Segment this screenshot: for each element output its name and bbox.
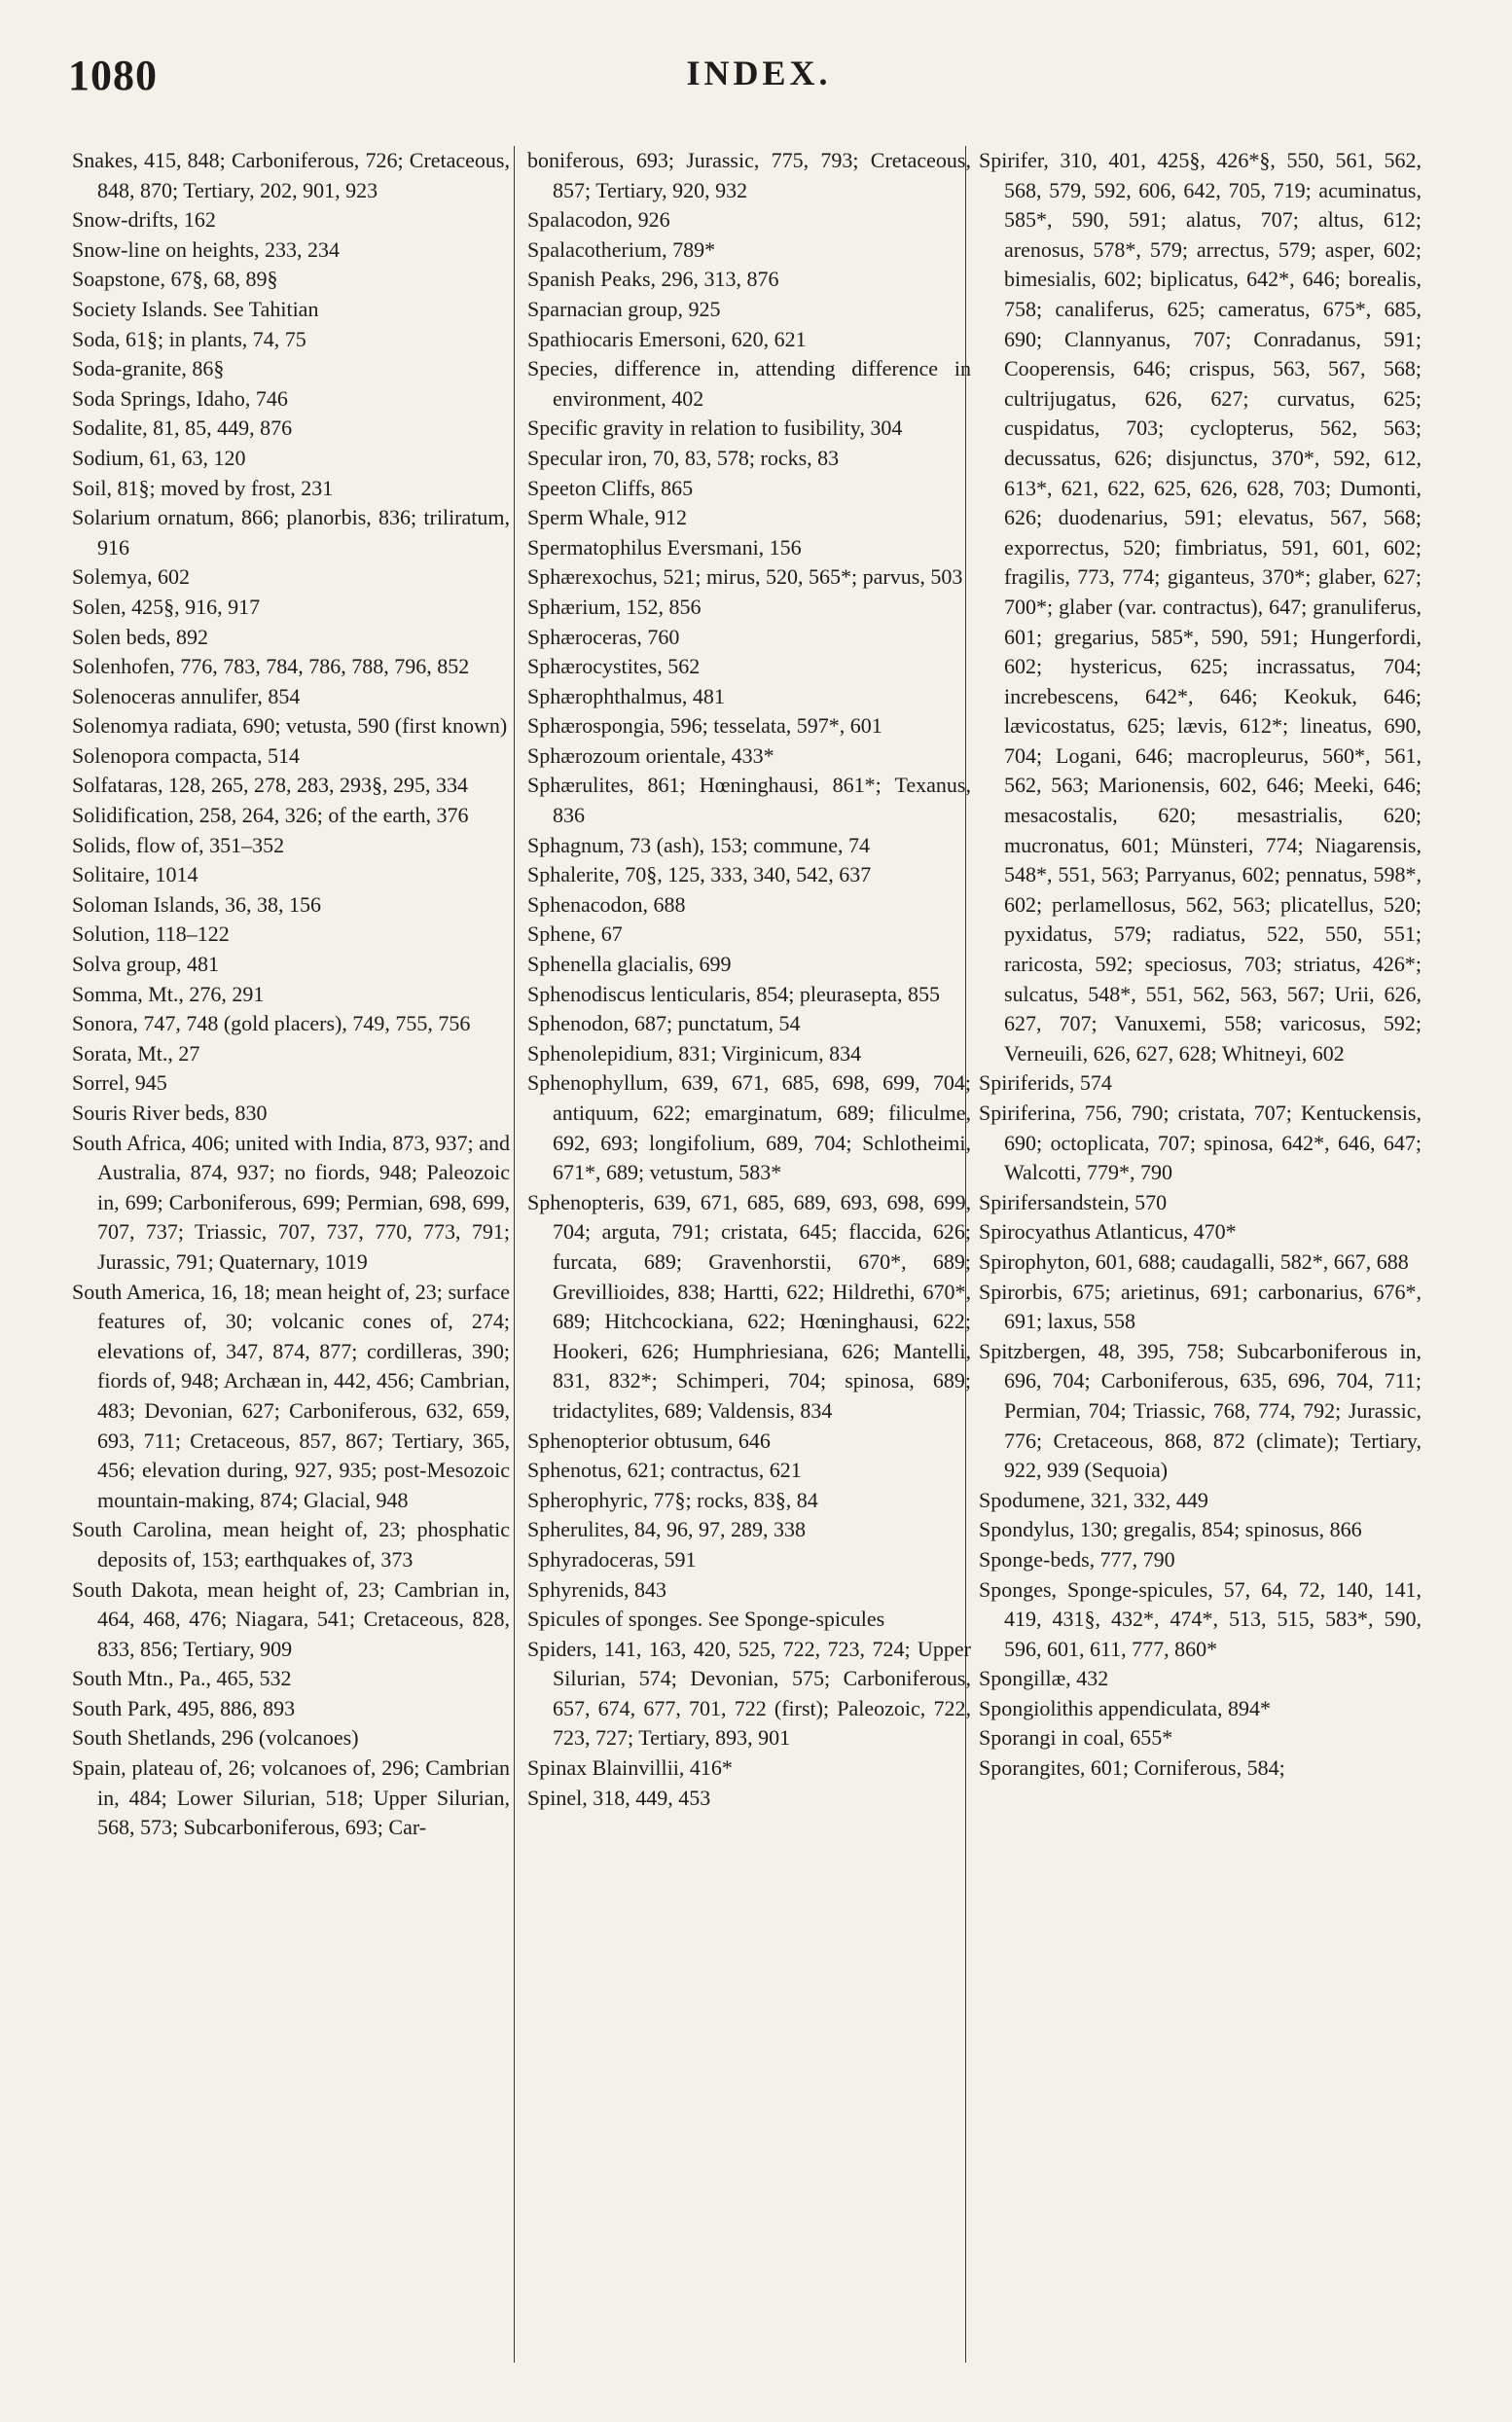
- index-entry: Solen beds, 892: [72, 624, 208, 649]
- index-entry: Spalacodon, 926: [527, 207, 670, 233]
- index-entry: Snow-line on heights, 233, 234: [72, 236, 340, 262]
- index-entry: Sphærophthalmus, 481: [527, 683, 725, 708]
- index-entry: Solfataras, 128, 265, 278, 283, 293§, 295, 334: [72, 773, 468, 798]
- index-entry: Sphenacodon, 688: [527, 891, 686, 917]
- index-entry: Snakes, 415, 848; Carboniferous, 726; Cretaceous, 848, 870; Tertiary, 202, 901, 923: [72, 148, 510, 202]
- index-entry: Sphærocystites, 562: [527, 654, 701, 679]
- index-entry: Spongiolithis appendiculata, 894*: [979, 1695, 1272, 1720]
- index-column-1: [72, 146, 510, 1843]
- index-entry: South Shetlands, 296 (volcanoes): [72, 1725, 359, 1751]
- index-entry: Sphenodiscus lenticularis, 854; pleurasepta, 855: [527, 981, 941, 1006]
- index-entry: Soil, 81§; moved by frost, 231: [72, 475, 334, 500]
- index-entry: Sphenotus, 621; contractus, 621: [527, 1458, 802, 1483]
- index-entry: Spirocyathus Atlanticus, 470*: [979, 1219, 1237, 1245]
- index-columns: [72, 146, 1512, 2365]
- index-entry: Sonora, 747, 748 (gold placers), 749, 755, 756: [72, 1011, 471, 1036]
- index-entry: Spitzbergen, 48, 395, 758; Subcarboniferous in, 696, 704; Carboniferous, 635, 696, 704, 711; Permian, 704; Triassic, 768, 774, 792; Jurassic, 776; Cretaceous, 868, 872 (climate); Tertiary, 922, 939 (Sequoia): [979, 1338, 1422, 1483]
- index-entry: Sphæroceras, 760: [527, 624, 680, 649]
- index-entry: Sphærexochus, 521; mirus, 520, 565*; parvus, 503: [527, 564, 963, 590]
- index-entry: Spirorbis, 675; arietinus, 691; carbonarius, 676*, 691; laxus, 558: [979, 1279, 1422, 1334]
- index-entry: South Dakota, mean height of, 23; Cambrian in, 464, 468, 476; Niagara, 541; Cretaceous, 828, 833, 856; Tertiary, 909: [72, 1576, 510, 1661]
- index-entry: Solution, 118–122: [72, 922, 230, 947]
- index-entry: boniferous, 693; Jurassic, 775, 793; Cretaceous, 857; Tertiary, 920, 932: [527, 148, 971, 202]
- index-entry: Sparnacian group, 925: [527, 296, 721, 321]
- index-entry: Society Islands. See Tahitian: [72, 296, 319, 321]
- index-entry: South Park, 495, 886, 893: [72, 1695, 296, 1720]
- index-entry: Sphalerite, 70§, 125, 333, 340, 542, 637: [527, 862, 872, 887]
- index-entry: Sphene, 67: [527, 922, 623, 947]
- index-entry: Spalacotherium, 789*: [527, 236, 716, 262]
- index-entry: Solitaire, 1014: [72, 862, 198, 887]
- index-entry: Spirifer, 310, 401, 425§, 426*§, 550, 561, 562, 568, 579, 592, 606, 642, 705, 719; acuminatus, 585*, 590, 591; alatus, 707; altus, 612; arenosus, 578*, 579; arrectus, 579; asper, 602; bimesialis, 602; biplicatus, 642*, 646; borealis, 758; canaliferus, 625; cameratus, 675*, 685, 690; Clannyanus, 707; Conradanus, 591; Cooperensis, 646; crispus, 563, 567, 568; cultrijugatus, 626, 627; curvatus, 625; cuspidatus, 703; cyclopterus, 562, 563; decussatus, 626; disjunctus, 370*, 592, 612, 613*, 621, 622, 625, 626, 628, 703; Dumonti, 626; duodenarius, 591; elevatus, 567, 568; exporrectus, 520; fimbriatus, 591, 601, 602; fragilis, 773, 774; giganteus, 370*; glaber, 627; 700*; glaber (var. contractus), 647; granuliferus, 601; gregarius, 585*, 590, 591; Hungerfordi, 602; hystericus, 625; incrassatus, 704; increbescens, 642*, 646; Keokuk, 646; lævicostatus, 625; lævis, 612*; lineatus, 690, 704; Logani, 646; macropleurus, 560*, 561, 562, 563; Marionensis, 602, 646; Meeki, 646; mesacostalis, 620; mesastrialis, 620; mucronatus, 601; Münsteri, 774; Niagarensis, 548*, 551, 563; Parryanus, 602; pennatus, 598*, 602; perlamellosus, 562, 563; plicatellus, 520; pyxidatus, 579; radiatus, 522, 550, 551; raricosta, 592; speciosus, 703; striatus, 426*; sulcatus, 548*, 551, 562, 563, 567; Urii, 626, 627, 707; Vanuxemi, 558; varicosus, 592; Verneuili, 626, 627, 628; Whitneyi, 602: [979, 148, 1422, 1066]
- index-entry: Solenopora compacta, 514: [72, 742, 300, 768]
- index-entry: Spicules of sponges. See Sponge-spicules: [527, 1607, 885, 1632]
- index-entry: Solenoceras annulifer, 854: [72, 683, 301, 708]
- index-entry: Solenomya radiata, 690; vetusta, 590 (first known): [72, 713, 508, 739]
- index-entry: Solemya, 602: [72, 564, 190, 590]
- index-entry: Spain, plateau of, 26; volcanoes of, 296; Cambrian in, 484; Lower Silurian, 518; Upper Silurian, 568, 573; Subcarboniferous, 693; Car-: [72, 1755, 510, 1840]
- index-entry: Spongillæ, 432: [979, 1666, 1109, 1691]
- index-entry: Spinel, 318, 449, 453: [527, 1785, 711, 1810]
- index-entry: Spodumene, 321, 332, 449: [979, 1487, 1208, 1512]
- index-entry: Spiriferids, 574: [979, 1070, 1112, 1096]
- index-entry: Solenhofen, 776, 783, 784, 786, 788, 796, 852: [72, 654, 470, 679]
- index-entry: Solidification, 258, 264, 326; of the earth, 376: [72, 803, 469, 828]
- page-header: [68, 51, 1450, 109]
- index-entry: Specular iron, 70, 83, 578; rocks, 83: [527, 445, 840, 470]
- index-entry: Solarium ornatum, 866; planorbis, 836; triliratum, 916: [72, 505, 510, 560]
- index-entry: Spiders, 141, 163, 420, 525, 722, 723, 724; Upper Silurian, 574; Devonian, 575; Carboniferous, 657, 674, 677, 701, 722 (first); Paleozoic, 722, 723, 727; Tertiary, 893, 901: [527, 1636, 971, 1751]
- index-entry: Sphærium, 152, 856: [527, 594, 702, 619]
- index-entry: Sphenodon, 687; punctatum, 54: [527, 1011, 801, 1036]
- index-entry: Species, difference in, attending difference in environment, 402: [527, 356, 971, 411]
- index-entry: Sphagnum, 73 (ash), 153; commune, 74: [527, 832, 870, 857]
- index-entry: Soda-granite, 86§: [72, 356, 225, 381]
- index-entry: Sporangi in coal, 655*: [979, 1725, 1173, 1751]
- index-entry: Soda, 61§; in plants, 74, 75: [72, 326, 306, 351]
- index-entry: Sphenolepidium, 831; Virginicum, 834: [527, 1040, 862, 1066]
- index-entry: Soda Springs, Idaho, 746: [72, 385, 288, 411]
- index-entry: Sphenophyllum, 639, 671, 685, 698, 699, 704; antiquum, 622; emarginatum, 689; filiculme, 692, 693; longifolium, 689, 704; Schlotheimi, 671*, 689; vetustum, 583*: [527, 1070, 971, 1185]
- index-entry: Sphærozoum orientale, 433*: [527, 742, 774, 768]
- index-entry: Spanish Peaks, 296, 313, 876: [527, 267, 779, 292]
- index-entry: Snow-drifts, 162: [72, 207, 216, 233]
- index-entry: Sphyrenids, 843: [527, 1576, 666, 1602]
- index-entry: Spirophyton, 601, 688; caudagalli, 582*, 667, 688: [979, 1248, 1409, 1274]
- index-entry: Sorata, Mt., 27: [72, 1040, 200, 1066]
- page-title: INDEX.: [686, 54, 832, 92]
- index-entry: Sporangites, 601; Corniferous, 584;: [979, 1755, 1285, 1781]
- index-entry: Solva group, 481: [72, 952, 219, 977]
- index-entry: Solids, flow of, 351–352: [72, 832, 285, 857]
- index-entry: Sodalite, 81, 85, 449, 876: [72, 416, 293, 441]
- index-entry: Sponges, Sponge-spicules, 57, 64, 72, 140, 141, 419, 431§, 432*, 474*, 513, 515, 583*, 590, 596, 601, 611, 777, 860*: [979, 1576, 1422, 1661]
- index-entry: Solen, 425§, 916, 917: [72, 594, 261, 619]
- index-entry: Sperm Whale, 912: [527, 505, 687, 530]
- index-entry: Sphenopteris, 639, 671, 685, 689, 693, 698, 699, 704; arguta, 791; cristata, 645; flaccida, 626; furcata, 689; Gravenhorstii, 670*, 689; Grevillioides, 838; Hartti, 622; Hildrethi, 670*, 689; Hitchcockiana, 622; Hœninghausi, 622; Hookeri, 626; Humphriesiana, 626; Mantelli, 831, 832*; Schimperi, 704; spinosa, 689; tridactylites, 689; Valdensis, 834: [527, 1189, 971, 1423]
- index-entry: Spirifersandstein, 570: [979, 1189, 1168, 1214]
- index-entry: Spondylus, 130; gregalis, 854; spinosus, 866: [979, 1517, 1362, 1542]
- index-entry: South Africa, 406; united with India, 873, 937; and Australia, 874, 937; no fiords, 948; Paleozoic in, 699; Carboniferous, 699; Permian, 698, 699, 707, 737; Triassic, 707, 737, 770, 773, 791; Jurassic, 791; Quaternary, 1019: [72, 1130, 510, 1274]
- index-entry: Spermatophilus Eversmani, 156: [527, 534, 802, 560]
- index-entry: Spathiocaris Emersoni, 620, 621: [527, 326, 807, 351]
- index-entry: Souris River beds, 830: [72, 1101, 268, 1125]
- index-entry: Spherophyric, 77§; rocks, 83§, 84: [527, 1487, 818, 1512]
- index-entry: Speeton Cliffs, 865: [527, 475, 694, 500]
- index-entry: South Mtn., Pa., 465, 532: [72, 1666, 292, 1691]
- index-entry: Sorrel, 945: [72, 1070, 167, 1096]
- index-entry: Specific gravity in relation to fusibility, 304: [527, 416, 903, 441]
- index-entry: South Carolina, mean height of, 23; phosphatic deposits of, 153; earthquakes of, 373: [72, 1517, 510, 1572]
- index-entry: Spiriferina, 756, 790; cristata, 707; Kentuckensis, 690; octoplicata, 707; spinosa, 642*, 646, 647; Walcotti, 779*, 790: [979, 1101, 1422, 1185]
- index-entry: Sodium, 61, 63, 120: [72, 445, 246, 470]
- index-column-2: [527, 146, 971, 1813]
- index-entry: Soapstone, 67§, 68, 89§: [72, 267, 278, 292]
- index-entry: Soloman Islands, 36, 38, 156: [72, 891, 322, 917]
- index-column-3: [979, 146, 1422, 1784]
- index-entry: Spinax Blainvillii, 416*: [527, 1755, 733, 1781]
- index-entry: Sphyradoceras, 591: [527, 1546, 697, 1572]
- index-entry: Sponge-beds, 777, 790: [979, 1546, 1175, 1572]
- index-entry: Sphenella glacialis, 699: [527, 952, 732, 977]
- index-entry: Sphenopterior obtusum, 646: [527, 1428, 771, 1453]
- index-entry: South America, 16, 18; mean height of, 23; surface features of, 30; volcanic cones of, 274; elevations of, 347, 874, 877; cordilleras, 390; fiords of, 948; Archæan in, 442, 456; Cambrian, 483; Devonian, 627; Carboniferous, 632, 659, 693, 711; Cretaceous, 857, 867; Tertiary, 365, 456; elevation during, 927, 935; post-Mesozoic mountain-making, 874; Glacial, 948: [72, 1279, 510, 1512]
- index-entry: Spherulites, 84, 96, 97, 289, 338: [527, 1517, 806, 1542]
- index-entry: Sphærospongia, 596; tesselata, 597*, 601: [527, 713, 882, 739]
- index-entry: Sphærulites, 861; Hœninghausi, 861*; Texanus, 836: [527, 773, 971, 828]
- page-number: 1080: [68, 52, 158, 99]
- index-entry: Somma, Mt., 276, 291: [72, 981, 265, 1006]
